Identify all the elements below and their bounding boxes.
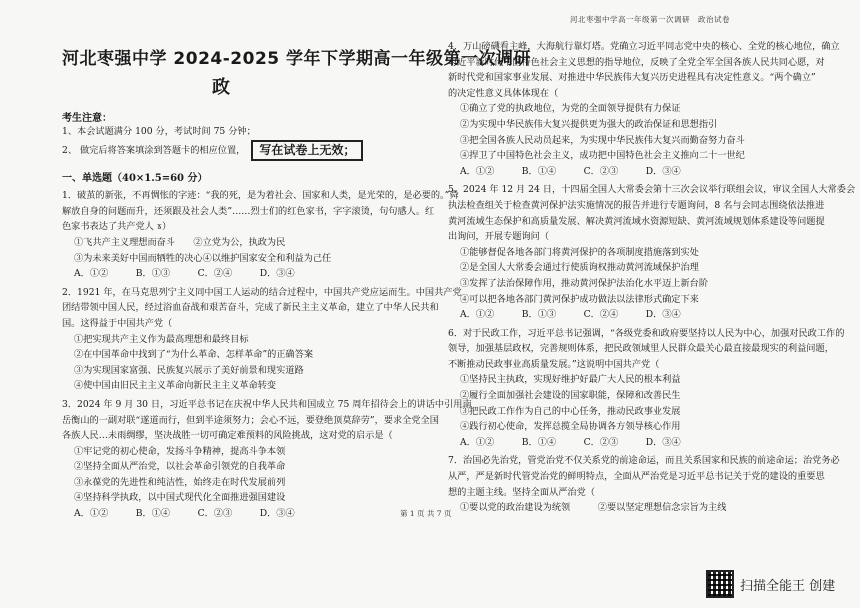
right-question-line: 7．治国必先治党，管党治党不仅关系党的前途命运，而且关系国家和民族的前途命运；治党务必: [448, 455, 840, 467]
running-head: 河北枣强中学高一年级第一次调研 政治试卷: [570, 15, 730, 24]
left-question-line: 岳衡山的一副对联“遂道而行，但到半途须努力；会心不远，要登绝顶莫辞劳”，要求全党全国: [62, 414, 439, 426]
subject-label: 政: [212, 77, 232, 98]
left-question-line: 色家书表达了共产党人 ɤ）: [62, 221, 172, 233]
left-question-line: ④坚持科学执政，以中国式现代化全面推进强国建设: [74, 492, 286, 504]
left-question-line: ③为实现国家富强、民族复兴展示了美好前景和现实道路: [74, 364, 304, 376]
left-question-line: 团结带领中国人民，经过浴血奋战和艰苦奋斗，完成了新民主主义革命，建立了中华人民共和: [62, 302, 439, 314]
right-question-line: 的决定性意义具体体现在（: [448, 87, 559, 99]
right-question-line: 4．万山磅礴看主峰，大海航行靠灯塔。党确立习近平同志党中央的核心、全党的核心地位，确立: [448, 41, 840, 52]
left-question-line: 3．2024 年 9 月 30 日，习近平总书记在庆祝中华人民共和国成立 75 周年招待会上的讲话中引用南: [62, 398, 472, 410]
right-question-line: ③把民政工作作为自己的中心任务，推动民政事业发展: [460, 405, 681, 417]
left-question-line: 1．破茧的新张，不再惆怅的字迹：“我的死，是为着社会、国家和人类，是光荣的，是必要的。”舜: [62, 190, 459, 202]
left-question-line: 国。这得益于中国共产党（: [62, 317, 173, 329]
left-question-line: ③为未来美好中国而牺牲的决心④以维护国家安全和利益为己任: [74, 252, 332, 264]
left-question-line: A．①② B．①③ C．②④ D．③④: [74, 268, 295, 280]
page-footer: 第 1 页 共 7 页: [400, 509, 452, 518]
right-question-line: 想的主题主线。坚持全面从严治党（: [448, 486, 595, 498]
right-question-line: 执法检查组关于检查黄河保护法实施情况的报告并进行专题询问，8 名与会同志围绕依法推进: [448, 199, 825, 211]
right-question-line: 5．2024 年 12 月 24 日，十四届全国人大常委会第十三次会议举行联组会议，审议全国人大常委会: [448, 184, 856, 196]
warning-box: 写在试卷上无效；: [251, 140, 363, 162]
notice-item-2: [62, 140, 427, 162]
right-question-line: ②履行全面加强社会建设的国家职能，保障和改善民生: [460, 390, 681, 402]
notice-heading: 考生注意：: [62, 113, 112, 124]
notice-item-2-text: 2、 做完后将答案填涂到答题卡的相应位置，: [62, 144, 246, 156]
left-question-line: ④使中国由旧民主主义革命向新民主主义革命转变: [74, 380, 277, 392]
right-question-line: ④捍卫了中国特色社会主义，成功把中国特色社会主义推向二十一世纪: [460, 150, 745, 162]
left-question-line: ①把实现共产主义作为最高理想和最终目标: [74, 333, 249, 345]
right-question-line: ④践行初心使命，发挥总揽全局协调各方领导核心作用: [460, 421, 681, 433]
right-question-line: 出询问，开展专题询问（: [448, 231, 550, 243]
left-question-line: ②坚持全面从严治党，以社会革命引领党的自我革命: [74, 461, 286, 473]
left-question-line: A．①② B．①④ C．②③ D．③④: [74, 508, 295, 520]
right-question-line: A．①② B．①④ C．②③ D．③④: [460, 436, 681, 448]
right-question-line: ①确立了党的执政地位，为党的全面领导提供有力保证: [460, 103, 681, 115]
right-question-line: ②是全国人大常委会通过行使质询权推动黄河流域保护治理: [460, 262, 699, 274]
right-question-line: ③发挥了法治保障作用，推动黄河保护法治化水平迈上新台阶: [460, 277, 709, 289]
right-question-line: 6．对于民政工作，习近平总书记强调，“各级党委和政府要坚持以人民为中心，加强对民政工作的: [448, 327, 845, 339]
left-question-line: 解放自身的问题而升，还须跟及社会人类”……烈士们的红色家书，字字滚烫，句句感人。红: [62, 205, 435, 217]
qr-code-icon: [706, 570, 734, 598]
page-title: 河北枣强中学 2024-2025 学年下学期高一年级第一次调研: [62, 49, 532, 69]
right-question-line: ①能够督促各地各部门将黄河保护的各项制度措施落到实处: [460, 246, 699, 258]
left-question-line: 2．1921 年，在马克思列宁主义同中国工人运动的结合过程中，中国共产党应运而生。中国共产党: [62, 286, 462, 298]
right-question-line: ④可以把各地各部门黄河保护成功做法以法律形式确定下来: [460, 293, 699, 305]
right-question-line: 新时代党和国家事业发展、对推进中华民族伟大复兴历史进程具有决定性意义。“两个确立”: [448, 72, 816, 84]
left-question-line: ①牢记党的初心使命，发扬斗争精神，提高斗争本领: [74, 445, 286, 457]
right-question-line: 黄河流域生态保护和高质量发展、解决黄河流域水资源短缺、黄河流域规划体系建设等问题提: [448, 215, 825, 227]
right-question-line: ①坚持民主执政，实现好维护好最广大人民的根本利益: [460, 374, 681, 386]
left-question-list: [62, 188, 472, 521]
left-question-line: 各族人民…未雨绸缪，坚决战胜一切可确定难预料的风险挑战，这对党的启示是（: [62, 430, 393, 442]
notice-item-1: 1、本会试题满分 100 分，考试时间 75 分钟；: [62, 126, 256, 137]
scan-badge-label: 扫描全能王 创建: [740, 578, 836, 594]
right-question-line: ②为实现中华民族伟大复兴提供更为强大的政治保证和思想指引: [460, 118, 718, 130]
right-question-line: A．①② B．①④ C．②③ D．③④: [460, 165, 681, 177]
scan-badge: [706, 570, 835, 598]
right-question-line: ③把全国各族人民动员起来，为实现中华民族伟大复兴而勤奋努力奋斗: [460, 134, 745, 146]
right-question-list: [448, 39, 856, 516]
right-question-line: 习近平新时代中国特色社会主义思想的指导地位，反映了全党全军全国各族人民共同心愿，对: [448, 56, 825, 68]
right-question-line: 领导，加强基层政权，完善规则体系，把民政领域里人民群众最关心最直接最现实的利益问题，: [448, 343, 834, 355]
section-title: 一、单选题（40×1.5=60 分）: [62, 173, 208, 185]
right-question-line: A．①② B．①③ C．②④ D．③④: [460, 309, 681, 321]
right-question-line: ①要以党的政治建设为统领 ②要以坚定理想信念宗旨为主线: [460, 502, 727, 514]
left-question-line: ①飞共产主义理想而奋斗 ②立党为公，执政为民: [74, 236, 286, 248]
right-question-line: 不断推动民政事业高质量发展。”这说明中国共产党（: [448, 358, 660, 370]
left-question-line: ③永葆党的先进性和纯洁性，始终走在时代发展前列: [74, 476, 286, 488]
right-column: [448, 36, 856, 516]
left-question-line: ②在中国革命中找到了“为什么革命、怎样革命”的正确答案: [74, 349, 314, 361]
right-question-line: 从严，严是新时代管党治党的鲜明特点，全面从严治党是习近平总书记关于党的建设的重要思: [448, 471, 825, 483]
